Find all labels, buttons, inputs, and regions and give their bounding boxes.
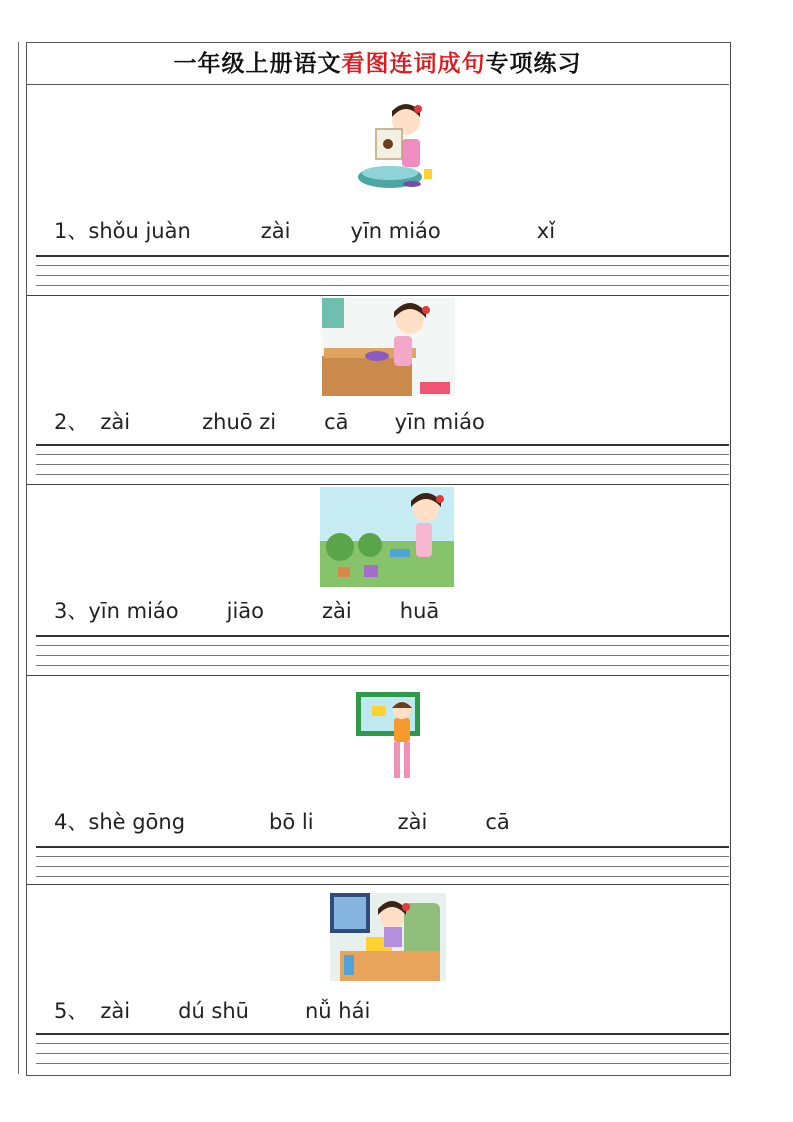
- question-section-1: [26, 85, 729, 296]
- question-line-4: [54, 806, 510, 836]
- question-number: 5、: [54, 999, 89, 1023]
- pinyin-word: yīn miáo: [88, 599, 179, 623]
- question-section-5: [26, 885, 729, 1074]
- pinyin-word: dú shū: [178, 999, 249, 1023]
- pinyin-word: yīn miáo: [394, 410, 485, 434]
- question-section-4: [26, 676, 729, 885]
- girl-watering-flowers-illustration: [320, 487, 454, 587]
- pinyin-word: zài: [397, 810, 428, 834]
- title-highlight: 看图连词成句: [341, 50, 486, 77]
- girl-washing-handkerchief-illustration: [350, 99, 432, 191]
- pinyin-word: zhuō zi: [202, 410, 277, 434]
- title-suffix: 专项练习: [485, 50, 582, 77]
- writing-lines[interactable]: [36, 1033, 729, 1073]
- writing-lines[interactable]: [36, 635, 729, 675]
- pinyin-word: yīn miáo: [350, 219, 441, 243]
- pinyin-word: shǒu juàn: [88, 219, 191, 243]
- question-number: 2、: [54, 410, 89, 434]
- girl-reading-at-desk-illustration: [330, 893, 446, 981]
- writing-lines[interactable]: [36, 444, 729, 484]
- question-line-3: [54, 595, 439, 625]
- question-line-2: [54, 406, 485, 436]
- pinyin-word: zài: [100, 410, 131, 434]
- pinyin-word: shè gōng: [88, 810, 186, 834]
- pinyin-word: huā: [399, 599, 440, 623]
- question-line-1: [54, 215, 555, 245]
- question-section-2: [26, 296, 729, 485]
- page-margin-line: [18, 42, 19, 1074]
- pinyin-word: nǚ hái: [304, 999, 371, 1023]
- girl-wiping-table-illustration: [322, 298, 455, 396]
- question-line-5: [54, 995, 370, 1025]
- pinyin-word: cā: [485, 810, 510, 834]
- question-section-3: [26, 485, 729, 676]
- question-number: 4、: [54, 810, 89, 834]
- pinyin-word: jiāo: [226, 599, 265, 623]
- question-number: 3、: [54, 599, 89, 623]
- pinyin-word: zài: [100, 999, 131, 1023]
- boy-cleaning-window-illustration: [354, 690, 424, 786]
- title-bar: [26, 42, 729, 85]
- title-prefix: 一年级上册语文: [173, 50, 342, 77]
- pinyin-word: zài: [260, 219, 291, 243]
- writing-lines[interactable]: [36, 255, 729, 295]
- worksheet-title: [174, 50, 582, 77]
- pinyin-word: zài: [322, 599, 352, 623]
- pinyin-word: xǐ: [536, 219, 556, 243]
- pinyin-word: cā: [324, 410, 349, 434]
- question-number: 1、: [54, 219, 89, 243]
- writing-lines[interactable]: [36, 846, 729, 886]
- pinyin-word: bō li: [269, 810, 314, 834]
